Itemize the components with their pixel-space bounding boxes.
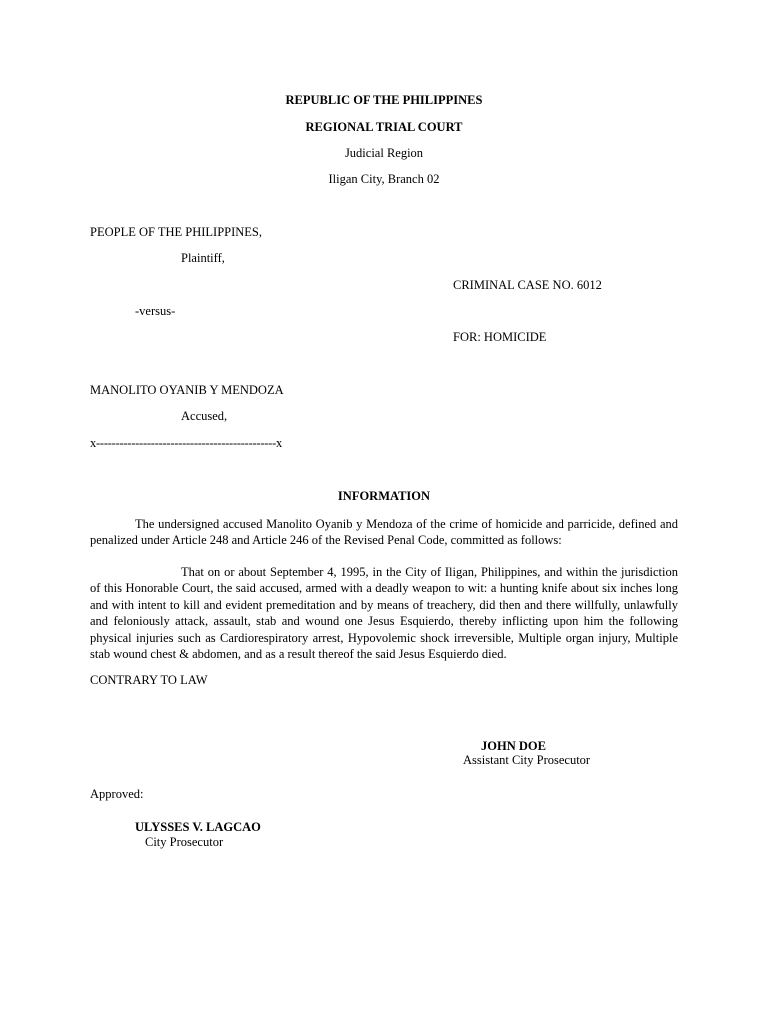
approved-label: Approved: — [90, 787, 144, 801]
versus-label: -versus- — [135, 304, 176, 318]
header-court: REGIONAL TRIAL COURT — [305, 120, 463, 134]
caption-separator: x----------------------------------------------x — [90, 436, 282, 450]
intro-text: The undersigned accused Manolito Oyanib y Mendoza of the crime of homicide and parricide, defined and penalized under Article 248 and Article 246 of the Revised Penal Code, committed as follows: — [90, 517, 678, 548]
header-region: Judicial Region — [344, 146, 424, 160]
plaintiff-name: PEOPLE OF THE PHILIPPINES, — [90, 225, 263, 239]
plaintiff-role: Plaintiff, — [181, 251, 225, 265]
approver-title: City Prosecutor — [145, 835, 224, 849]
accused-name: MANOLITO OYANIB Y MENDOZA — [90, 383, 284, 397]
facts-paragraph — [90, 564, 678, 662]
facts-text: That on or about September 4, 1995, in the City of Iligan, Philippines, and within the jurisdiction of this Honorable Court, the said accused, armed with a deadly weapon to wit: a hunting knife about six inches long and with intent to kill and evident premeditation and by means of treachery, did then and there willfully, unlawfully and feloniously attack, assault, stab and wound one Jesus Esquierdo, thereby inflicting upon him the following physical injuries such as Cardiorespiratory arrest, Hypovolemic shock irreversible, Multiple organ injury, Multiple stab wound chest & abdomen, and as a result thereof the said Jesus Esquierdo died. — [90, 565, 678, 662]
prosecutor-title: Assistant City Prosecutor — [463, 753, 591, 767]
header-city-branch: Iligan City, Branch 02 — [328, 172, 440, 186]
intro-paragraph — [90, 516, 678, 549]
prosecutor-name: JOHN DOE — [481, 739, 546, 753]
closing-statement: CONTRARY TO LAW — [90, 673, 208, 687]
case-number: CRIMINAL CASE NO. 6012 — [453, 278, 602, 292]
charge-label: FOR: HOMICIDE — [453, 330, 547, 344]
header-republic: REPUBLIC OF THE PHILIPPINES — [285, 93, 483, 107]
accused-role: Accused, — [181, 409, 228, 423]
approver-name: ULYSSES V. LAGCAO — [135, 820, 261, 834]
document-title: INFORMATION — [337, 489, 431, 503]
